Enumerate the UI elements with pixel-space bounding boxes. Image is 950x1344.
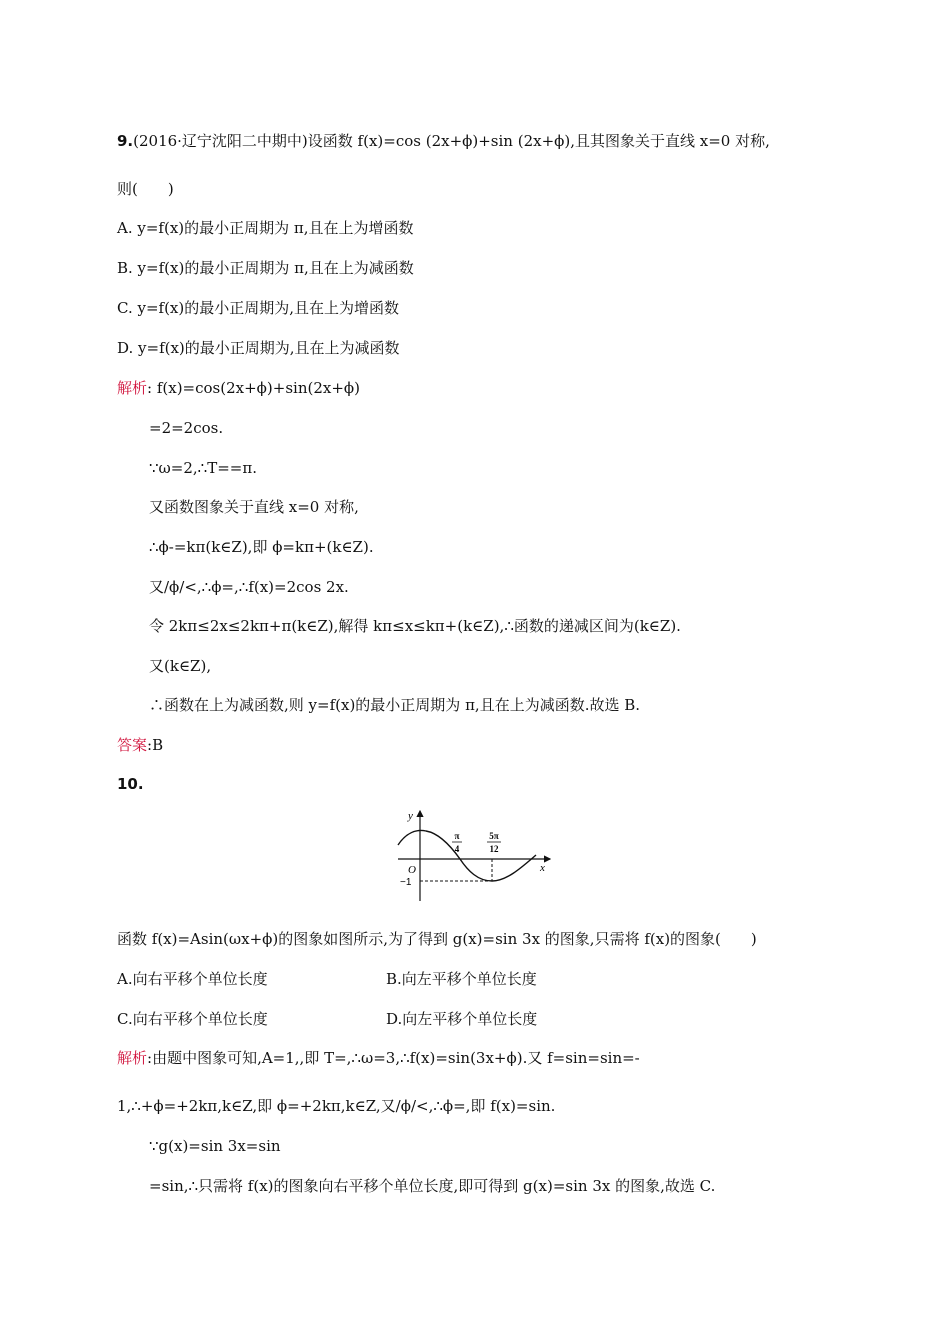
q10-option-c: C.向右平移个单位长度	[117, 1010, 268, 1028]
q10-analysis-line: 1,∴+ϕ=+2kπ,k∈Z,即 ϕ=+2kπ,k∈Z,又/ϕ/<,∴ϕ=,即 f(x)=sin.	[117, 1097, 556, 1115]
x-axis-label: x	[540, 862, 545, 874]
q9-stem-line1	[117, 131, 770, 151]
q10-analysis-label: 解析	[117, 1049, 148, 1067]
origin-label: O	[408, 864, 416, 876]
q9-option-c: C. y=f(x)的最小正周期为,且在上为增函数	[117, 299, 400, 317]
five-pi-over-12-denominator: 12	[489, 844, 499, 854]
q10-analysis-text: :由题中图象可知,A=1,,即 T=,∴ω=3,∴f(x)=sin(3x+ϕ).又 f=sin=sin=-	[147, 1049, 640, 1067]
q10-option-b: B.向左平移个单位长度	[386, 970, 537, 988]
q10-stem: 函数 f(x)=Asin(ωx+ϕ)的图象如图所示,为了得到 g(x)=sin 3x 的图象,只需将 f(x)的图象( )	[117, 930, 757, 948]
q9-analysis-label: 解析	[117, 379, 148, 397]
q10-option-a: A.向右平移个单位长度	[117, 970, 268, 988]
q9-analysis-line: 又函数图象关于直线 x=0 对称,	[149, 498, 359, 516]
five-pi-over-12-numerator: 5π	[489, 831, 499, 841]
q10-sine-graph	[394, 805, 556, 905]
q9-answer	[117, 735, 163, 755]
y-axis-label: y	[408, 810, 413, 822]
q10-number: 10.	[117, 775, 144, 793]
q9-number: 9.	[117, 132, 134, 150]
minus-one-label: −1	[400, 877, 412, 888]
q9-analysis-line: =2=2cos.	[149, 419, 224, 437]
q10-analysis-first	[117, 1048, 640, 1068]
pi-over-4-denominator: 4	[454, 844, 460, 854]
q10-analysis-line: ∵g(x)=sin 3x=sin	[149, 1137, 281, 1155]
q10-option-d: D.向左平移个单位长度	[386, 1010, 538, 1028]
q9-analysis-text: : f(x)=cos(2x+ϕ)+sin(2x+ϕ)	[147, 379, 360, 397]
q9-answer-value: :B	[147, 736, 164, 754]
q9-option-d: D. y=f(x)的最小正周期为,且在上为减函数	[117, 339, 400, 357]
q10-analysis-line: =sin,∴只需将 f(x)的图象向右平移个单位长度,即可得到 g(x)=sin 3x 的图象,故选 C.	[149, 1177, 716, 1195]
pi-over-4-numerator: π	[454, 831, 460, 841]
q9-option-a: A. y=f(x)的最小正周期为 π,且在上为增函数	[117, 219, 414, 237]
sine-curve	[398, 831, 536, 881]
q9-analysis-line: 又(k∈Z),	[149, 657, 212, 675]
q9-stem-text: (2016·辽宁沈阳二中期中)设函数 f(x)=cos (2x+ϕ)+sin (2x+ϕ),且其图象关于直线 x=0 对称,	[133, 132, 770, 150]
q9-stem-line2: 则( )	[117, 180, 174, 198]
q9-answer-label: 答案	[117, 736, 148, 754]
q9-analysis-line: ∴函数在上为减函数,则 y=f(x)的最小正周期为 π,且在上为减函数.故选 B.	[149, 696, 641, 714]
q9-analysis-first	[117, 378, 360, 398]
q9-analysis-line: ∴ϕ-=kπ(k∈Z),即 ϕ=kπ+(k∈Z).	[149, 538, 374, 556]
q9-analysis-line: ∵ω=2,∴T==π.	[149, 459, 257, 477]
q9-analysis-line: 又/ϕ/<,∴ϕ=,∴f(x)=2cos 2x.	[149, 578, 349, 596]
q9-option-b: B. y=f(x)的最小正周期为 π,且在上为减函数	[117, 259, 414, 277]
q9-analysis-line: 令 2kπ≤2x≤2kπ+π(k∈Z),解得 kπ≤x≤kπ+(k∈Z),∴函数的递减区间为(k∈Z).	[149, 617, 681, 635]
